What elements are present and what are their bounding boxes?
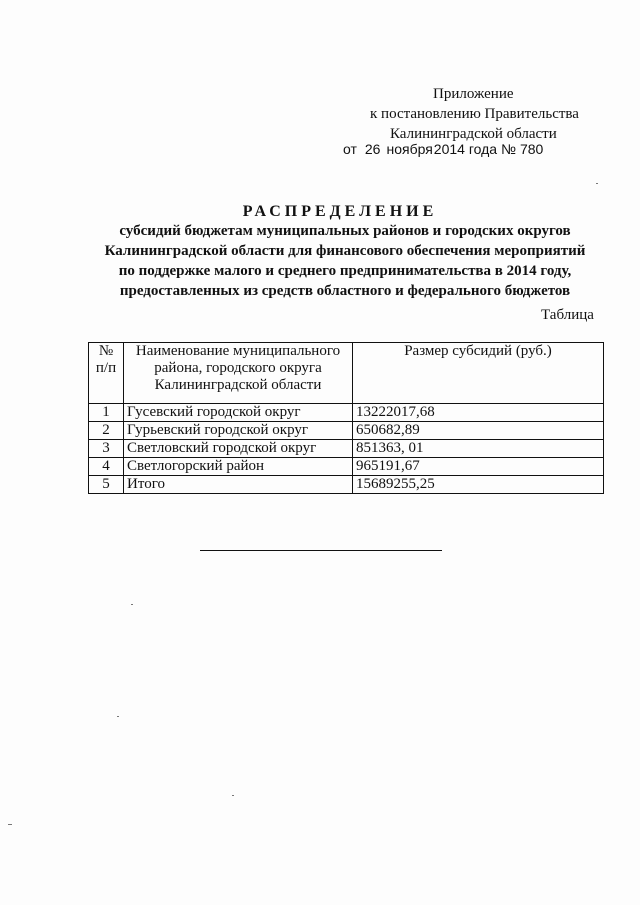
row-name: Итого: [124, 476, 353, 494]
document-title: РАСПРЕДЕЛЕНИЕ: [242, 203, 438, 220]
row-number: 2: [89, 422, 124, 440]
table-row-total: [89, 476, 604, 494]
row-amount: 13222017,68: [353, 404, 604, 422]
table-row: [89, 440, 604, 458]
scan-speck: [232, 795, 234, 796]
scan-speck: [117, 716, 119, 717]
header-name: Наименование муниципального района, городского округа Калининградской области: [124, 343, 353, 404]
row-amount: 851363, 01: [353, 440, 604, 458]
row-number: 4: [89, 458, 124, 476]
header-number: № п/п: [89, 343, 124, 404]
table-caption: Таблица: [541, 307, 594, 323]
scan-speck: [131, 604, 133, 605]
table-row: [89, 458, 604, 476]
decree-year: 2014 года №: [433, 141, 516, 157]
scan-speck: [8, 824, 12, 825]
row-name: Гурьевский городской округ: [124, 422, 353, 440]
row-number: 3: [89, 440, 124, 458]
subtitle-line: субсидий бюджетам муниципальных районов и городских округов: [119, 223, 571, 239]
row-number: 1: [89, 404, 124, 422]
table-row: [89, 404, 604, 422]
subtitle-line: предоставленных из средств областного и федерального бюджетов: [119, 283, 571, 299]
document-subtitle: [95, 221, 595, 301]
row-amount: 15689255,25: [353, 476, 604, 494]
row-number: 5: [89, 476, 124, 494]
table-row: [89, 422, 604, 440]
appendix-title: Приложение: [433, 86, 514, 102]
row-amount: 650682,89: [353, 422, 604, 440]
row-name: Светлогорский район: [124, 458, 353, 476]
appendix-region: Калининградской области: [390, 126, 557, 142]
closing-rule-line: [200, 550, 442, 551]
decree-number: 780: [519, 141, 544, 157]
row-name: Светловский городской округ: [124, 440, 353, 458]
subtitle-line: по поддержке малого и среднего предпринимательства в 2014 году,: [118, 263, 572, 279]
decree-month: ноября: [386, 141, 433, 157]
decree-prefix: от: [343, 141, 357, 157]
decree-date-line: [343, 139, 543, 159]
scan-speck: [596, 183, 598, 184]
subtitle-line: Калининградской области для финансового обеспечения мероприятий: [104, 243, 586, 259]
appendix-decree-reference: к постановлению Правительства: [370, 106, 579, 122]
row-amount: 965191,67: [353, 458, 604, 476]
table-header-row: [89, 343, 604, 404]
decree-day: 26: [364, 141, 381, 157]
subsidy-table: [88, 342, 604, 494]
header-amount: Размер субсидий (руб.): [353, 343, 604, 404]
row-name: Гусевский городской округ: [124, 404, 353, 422]
